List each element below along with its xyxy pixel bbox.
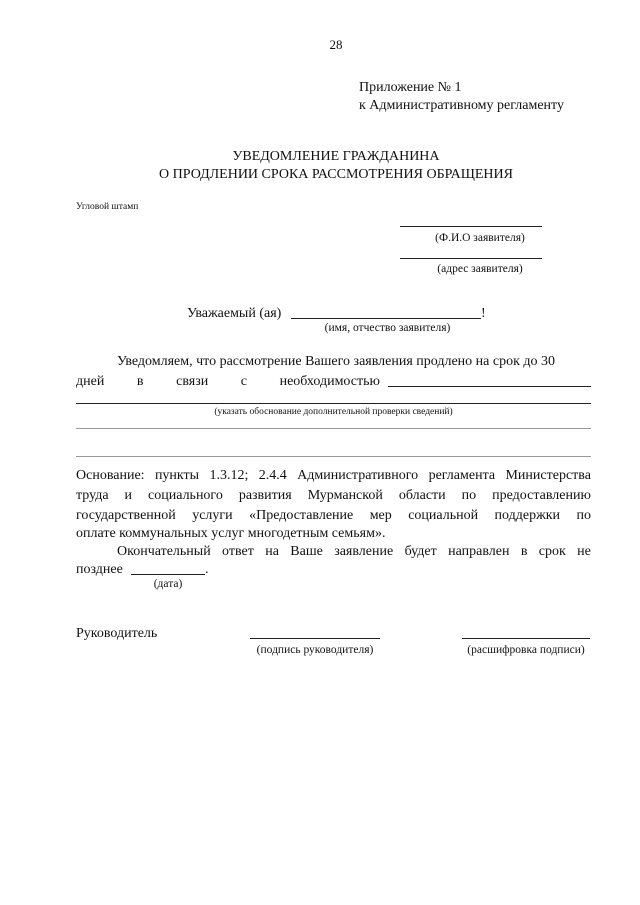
basis-word: и: [124, 488, 133, 503]
final-word: заявление: [334, 544, 394, 559]
basis-word: развития: [238, 488, 292, 503]
final-answer-line-1: [117, 543, 591, 560]
basis-line-3: [76, 507, 591, 524]
basis-word: труда: [76, 488, 109, 503]
basis-word: Министерства: [505, 468, 591, 483]
fio-caption: (Ф.И.О заявителя): [435, 232, 525, 244]
fio-blank-line: [400, 226, 542, 227]
date-caption: (дата): [153, 578, 183, 590]
basis-word: по: [576, 508, 591, 523]
basis-line-4: оплате коммунальных услуг многодетным семьям».: [76, 526, 386, 541]
basis-word: предоставлению: [492, 488, 591, 503]
basis-word: услуги: [192, 508, 233, 523]
address-caption: (адрес заявителя): [437, 263, 523, 275]
corner-stamp-label: Угловой штамп: [76, 202, 139, 212]
basis-word: Основание:: [76, 468, 145, 483]
basis-word: Мурманской: [307, 488, 383, 503]
final-word: на: [265, 544, 279, 559]
document-title-line-1: УВЕДОМЛЕНИЕ ГРАЖДАНИНА: [232, 149, 440, 164]
basis-word: 2.4.4: [258, 468, 287, 483]
basis-word: пункты: [154, 468, 200, 483]
document-title-line-2: О ПРОДЛЕНИИ СРОКА РАССМОТРЕНИЯ ОБРАЩЕНИЯ: [159, 167, 513, 182]
basis-word: «Предоставление: [249, 508, 354, 523]
final-answer-prefix: позднее: [76, 562, 123, 577]
notice-word: необходимостью: [279, 374, 380, 389]
page-number: 28: [329, 37, 343, 52]
basis-word: регламента: [428, 468, 496, 483]
greeting-exclamation: !: [481, 306, 486, 321]
reason-caption: (указать обоснование дополнительной проверки сведений): [214, 407, 453, 417]
final-answer-period: .: [205, 562, 209, 577]
final-word: направлен: [448, 544, 510, 559]
final-word: Ваше: [290, 544, 323, 559]
decoding-caption: (расшифровка подписи): [467, 644, 585, 656]
final-word: Окончательный: [117, 544, 211, 559]
greeting-caption: (имя, отчество заявителя): [324, 322, 451, 334]
decoding-blank-line: [462, 638, 590, 639]
notice-line-1: Уведомляем, что рассмотрение Вашего заявления продлено на срок до 30: [117, 354, 556, 369]
signature-caption: (подпись руководителя): [256, 644, 374, 656]
basis-word: поддержки: [494, 508, 561, 523]
basis-word: социального: [148, 488, 223, 503]
greeting-name-line: [291, 318, 481, 319]
basis-word: мер: [369, 508, 392, 523]
signature-role-label: Руководитель: [76, 626, 158, 641]
notice-word: с: [240, 374, 248, 389]
signature-blank-line: [250, 638, 380, 639]
date-blank-line: [131, 574, 205, 575]
final-word: срок: [538, 544, 566, 559]
reason-blank-line-4: [76, 456, 591, 457]
basis-word: области: [398, 488, 446, 503]
final-word: ответ: [222, 544, 254, 559]
basis-word: по: [461, 488, 477, 503]
basis-word: Административного: [297, 468, 419, 483]
basis-line-1: [76, 467, 591, 484]
notice-line-2: [76, 373, 380, 390]
greeting-label: Уважаемый (ая): [187, 306, 282, 321]
final-word: не: [577, 544, 591, 559]
notice-word: в: [136, 374, 144, 389]
notice-word: дней: [76, 374, 105, 389]
final-word: в: [520, 544, 528, 559]
basis-word: государственной: [76, 508, 176, 523]
basis-word: 1.3.12;: [209, 468, 249, 483]
appendix-line-2: к Административному регламенту: [359, 98, 564, 113]
basis-line-2: [76, 487, 591, 504]
appendix-line-1: Приложение № 1: [359, 80, 462, 95]
address-blank-line: [400, 258, 542, 259]
reason-blank-line-1: [388, 386, 591, 387]
basis-word: социальной: [408, 508, 479, 523]
final-word: будет: [404, 544, 437, 559]
reason-blank-line-3: [76, 428, 591, 429]
reason-blank-line-2: [76, 403, 591, 404]
notice-word: связи: [176, 374, 209, 389]
